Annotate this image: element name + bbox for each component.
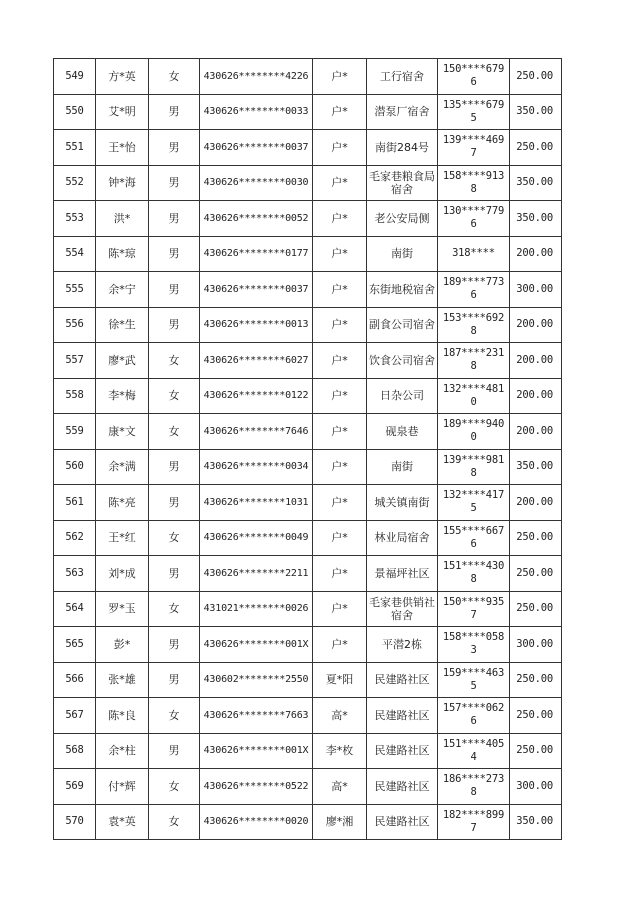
- amount-cell: 350.00: [510, 201, 562, 237]
- table-row: [54, 769, 562, 805]
- id-number-cell: 430626********4226: [200, 59, 313, 95]
- gender-cell: 女: [149, 591, 200, 627]
- name-cell: 刘*成: [96, 556, 149, 592]
- phone-cell: 153****6928: [438, 307, 510, 343]
- amount-cell: 250.00: [510, 591, 562, 627]
- gender-cell: 男: [149, 165, 200, 201]
- householder-cell: 户*: [313, 201, 367, 237]
- amount-cell: 250.00: [510, 733, 562, 769]
- householder-cell: 户*: [313, 272, 367, 308]
- amount-cell: 200.00: [510, 236, 562, 272]
- name-cell: 洪*: [96, 201, 149, 237]
- row-number-cell: 549: [54, 59, 96, 95]
- name-cell: 余*满: [96, 449, 149, 485]
- gender-cell: 女: [149, 698, 200, 734]
- id-number-cell: 430626********7646: [200, 414, 313, 450]
- amount-cell: 300.00: [510, 769, 562, 805]
- id-number-cell: 430602********2550: [200, 662, 313, 698]
- gender-cell: 男: [149, 130, 200, 166]
- address-cell: 毛家巷供销社宿舍: [367, 591, 438, 627]
- phone-cell: 189****7736: [438, 272, 510, 308]
- id-number-cell: 430626********0034: [200, 449, 313, 485]
- address-cell: 民建路社区: [367, 698, 438, 734]
- gender-cell: 男: [149, 733, 200, 769]
- table-row: [54, 698, 562, 734]
- amount-cell: 250.00: [510, 662, 562, 698]
- address-cell: 工行宿舍: [367, 59, 438, 95]
- householder-cell: 李*枚: [313, 733, 367, 769]
- row-number-cell: 559: [54, 414, 96, 450]
- phone-cell: 187****2318: [438, 343, 510, 379]
- gender-cell: 男: [149, 201, 200, 237]
- householder-cell: 高*: [313, 698, 367, 734]
- householder-cell: 户*: [313, 165, 367, 201]
- row-number-cell: 554: [54, 236, 96, 272]
- phone-cell: 158****9138: [438, 165, 510, 201]
- name-cell: 余*柱: [96, 733, 149, 769]
- phone-cell: 189****9400: [438, 414, 510, 450]
- address-cell: 老公安局侧: [367, 201, 438, 237]
- table-row: [54, 236, 562, 272]
- gender-cell: 男: [149, 236, 200, 272]
- name-cell: 陈*琼: [96, 236, 149, 272]
- householder-cell: 户*: [313, 236, 367, 272]
- row-number-cell: 553: [54, 201, 96, 237]
- id-number-cell: 430626********6027: [200, 343, 313, 379]
- id-number-cell: 430626********0020: [200, 804, 313, 840]
- row-number-cell: 550: [54, 94, 96, 130]
- table-row: [54, 343, 562, 379]
- roster-table: [53, 58, 562, 840]
- phone-cell: 158****0583: [438, 627, 510, 663]
- id-number-cell: 430626********1031: [200, 485, 313, 521]
- householder-cell: 廖*湘: [313, 804, 367, 840]
- address-cell: 林业局宿舍: [367, 520, 438, 556]
- row-number-cell: 569: [54, 769, 96, 805]
- amount-cell: 350.00: [510, 94, 562, 130]
- phone-cell: 151****4308: [438, 556, 510, 592]
- id-number-cell: 430626********0037: [200, 272, 313, 308]
- row-number-cell: 556: [54, 307, 96, 343]
- phone-cell: 139****9818: [438, 449, 510, 485]
- householder-cell: 户*: [313, 520, 367, 556]
- id-number-cell: 430626********2211: [200, 556, 313, 592]
- phone-cell: 132****4175: [438, 485, 510, 521]
- name-cell: 余*宁: [96, 272, 149, 308]
- phone-cell: 150****9357: [438, 591, 510, 627]
- address-cell: 民建路社区: [367, 804, 438, 840]
- gender-cell: 男: [149, 307, 200, 343]
- table-row: [54, 556, 562, 592]
- row-number-cell: 570: [54, 804, 96, 840]
- address-cell: 日杂公司: [367, 378, 438, 414]
- address-cell: 饮食公司宿舍: [367, 343, 438, 379]
- householder-cell: 户*: [313, 485, 367, 521]
- table-row: [54, 272, 562, 308]
- address-cell: 民建路社区: [367, 769, 438, 805]
- address-cell: 南街284号: [367, 130, 438, 166]
- id-number-cell: 430626********0522: [200, 769, 313, 805]
- row-number-cell: 562: [54, 520, 96, 556]
- name-cell: 付*辉: [96, 769, 149, 805]
- row-number-cell: 552: [54, 165, 96, 201]
- amount-cell: 200.00: [510, 378, 562, 414]
- name-cell: 陈*亮: [96, 485, 149, 521]
- name-cell: 陈*良: [96, 698, 149, 734]
- householder-cell: 高*: [313, 769, 367, 805]
- householder-cell: 户*: [313, 307, 367, 343]
- address-cell: 南街: [367, 236, 438, 272]
- id-number-cell: 430626********0030: [200, 165, 313, 201]
- name-cell: 康*文: [96, 414, 149, 450]
- name-cell: 罗*玉: [96, 591, 149, 627]
- phone-cell: 159****4635: [438, 662, 510, 698]
- name-cell: 艾*明: [96, 94, 149, 130]
- table-row: [54, 307, 562, 343]
- amount-cell: 250.00: [510, 59, 562, 95]
- address-cell: 毛家巷粮食局宿舍: [367, 165, 438, 201]
- gender-cell: 女: [149, 520, 200, 556]
- table-row: [54, 485, 562, 521]
- address-cell: 景福坪社区: [367, 556, 438, 592]
- row-number-cell: 567: [54, 698, 96, 734]
- table-row: [54, 627, 562, 663]
- phone-cell: 150****6796: [438, 59, 510, 95]
- phone-cell: 130****7796: [438, 201, 510, 237]
- phone-cell: 155****6676: [438, 520, 510, 556]
- id-number-cell: 430626********0013: [200, 307, 313, 343]
- amount-cell: 200.00: [510, 343, 562, 379]
- table-row: [54, 804, 562, 840]
- id-number-cell: 430626********0037: [200, 130, 313, 166]
- address-cell: 城关镇南街: [367, 485, 438, 521]
- phone-cell: 182****8997: [438, 804, 510, 840]
- name-cell: 王*怡: [96, 130, 149, 166]
- id-number-cell: 430626********0122: [200, 378, 313, 414]
- table-row: [54, 130, 562, 166]
- phone-cell: 139****4697: [438, 130, 510, 166]
- amount-cell: 250.00: [510, 520, 562, 556]
- amount-cell: 200.00: [510, 307, 562, 343]
- householder-cell: 夏*阳: [313, 662, 367, 698]
- householder-cell: 户*: [313, 591, 367, 627]
- amount-cell: 250.00: [510, 698, 562, 734]
- table-row: [54, 591, 562, 627]
- address-cell: 南街: [367, 449, 438, 485]
- householder-cell: 户*: [313, 378, 367, 414]
- row-number-cell: 561: [54, 485, 96, 521]
- address-cell: 砚泉巷: [367, 414, 438, 450]
- amount-cell: 300.00: [510, 272, 562, 308]
- row-number-cell: 568: [54, 733, 96, 769]
- householder-cell: 户*: [313, 627, 367, 663]
- amount-cell: 350.00: [510, 449, 562, 485]
- table-row: [54, 414, 562, 450]
- amount-cell: 200.00: [510, 485, 562, 521]
- name-cell: 徐*生: [96, 307, 149, 343]
- row-number-cell: 563: [54, 556, 96, 592]
- amount-cell: 300.00: [510, 627, 562, 663]
- gender-cell: 女: [149, 769, 200, 805]
- table-row: [54, 165, 562, 201]
- householder-cell: 户*: [313, 343, 367, 379]
- row-number-cell: 558: [54, 378, 96, 414]
- householder-cell: 户*: [313, 59, 367, 95]
- gender-cell: 男: [149, 272, 200, 308]
- gender-cell: 男: [149, 449, 200, 485]
- gender-cell: 男: [149, 485, 200, 521]
- householder-cell: 户*: [313, 130, 367, 166]
- row-number-cell: 560: [54, 449, 96, 485]
- address-cell: 民建路社区: [367, 662, 438, 698]
- row-number-cell: 557: [54, 343, 96, 379]
- row-number-cell: 555: [54, 272, 96, 308]
- phone-cell: 318****: [438, 236, 510, 272]
- gender-cell: 女: [149, 378, 200, 414]
- householder-cell: 户*: [313, 94, 367, 130]
- roster-table-body: [54, 59, 562, 840]
- name-cell: 廖*武: [96, 343, 149, 379]
- householder-cell: 户*: [313, 556, 367, 592]
- name-cell: 方*英: [96, 59, 149, 95]
- row-number-cell: 565: [54, 627, 96, 663]
- id-number-cell: 430626********7663: [200, 698, 313, 734]
- gender-cell: 男: [149, 556, 200, 592]
- amount-cell: 200.00: [510, 414, 562, 450]
- amount-cell: 250.00: [510, 130, 562, 166]
- table-row: [54, 662, 562, 698]
- householder-cell: 户*: [313, 449, 367, 485]
- name-cell: 钟*海: [96, 165, 149, 201]
- gender-cell: 女: [149, 343, 200, 379]
- table-row: [54, 733, 562, 769]
- id-number-cell: 430626********0177: [200, 236, 313, 272]
- address-cell: 副食公司宿舍: [367, 307, 438, 343]
- amount-cell: 350.00: [510, 165, 562, 201]
- id-number-cell: 431021********0026: [200, 591, 313, 627]
- table-row: [54, 201, 562, 237]
- table-row: [54, 449, 562, 485]
- name-cell: 彭*: [96, 627, 149, 663]
- amount-cell: 350.00: [510, 804, 562, 840]
- address-cell: 平潜2栋: [367, 627, 438, 663]
- phone-cell: 151****4054: [438, 733, 510, 769]
- phone-cell: 132****4810: [438, 378, 510, 414]
- gender-cell: 女: [149, 59, 200, 95]
- address-cell: 民建路社区: [367, 733, 438, 769]
- name-cell: 李*梅: [96, 378, 149, 414]
- table-row: [54, 520, 562, 556]
- amount-cell: 250.00: [510, 556, 562, 592]
- gender-cell: 男: [149, 94, 200, 130]
- id-number-cell: 430626********0052: [200, 201, 313, 237]
- table-row: [54, 59, 562, 95]
- gender-cell: 女: [149, 414, 200, 450]
- gender-cell: 男: [149, 662, 200, 698]
- table-row: [54, 94, 562, 130]
- row-number-cell: 566: [54, 662, 96, 698]
- address-cell: 潜泵厂宿舍: [367, 94, 438, 130]
- householder-cell: 户*: [313, 414, 367, 450]
- name-cell: 王*红: [96, 520, 149, 556]
- table-row: [54, 378, 562, 414]
- id-number-cell: 430626********001X: [200, 733, 313, 769]
- address-cell: 东街地税宿舍: [367, 272, 438, 308]
- gender-cell: 男: [149, 627, 200, 663]
- row-number-cell: 551: [54, 130, 96, 166]
- id-number-cell: 430626********0033: [200, 94, 313, 130]
- row-number-cell: 564: [54, 591, 96, 627]
- phone-cell: 157****0626: [438, 698, 510, 734]
- id-number-cell: 430626********001X: [200, 627, 313, 663]
- id-number-cell: 430626********0049: [200, 520, 313, 556]
- gender-cell: 女: [149, 804, 200, 840]
- phone-cell: 186****2738: [438, 769, 510, 805]
- name-cell: 袁*英: [96, 804, 149, 840]
- name-cell: 张*雄: [96, 662, 149, 698]
- phone-cell: 135****6795: [438, 94, 510, 130]
